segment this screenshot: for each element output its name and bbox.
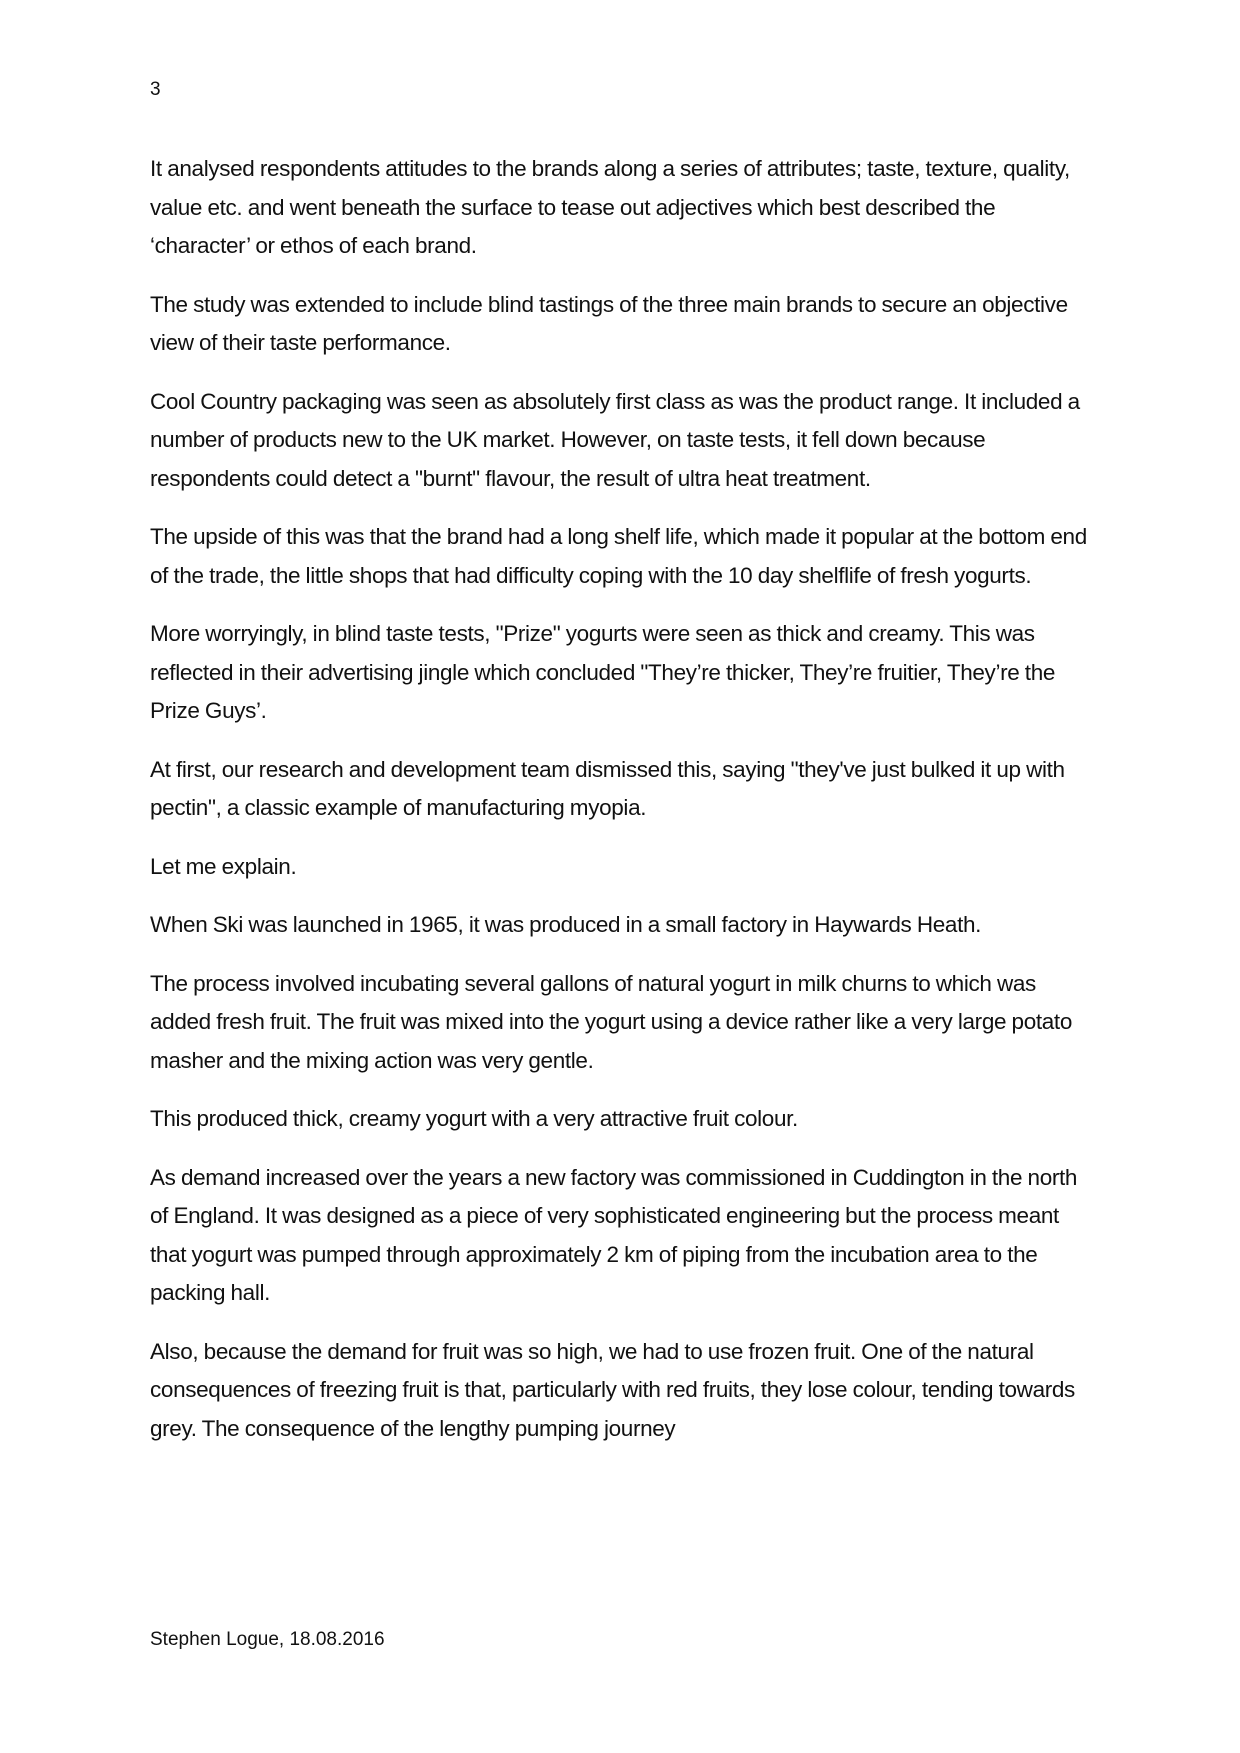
- paragraph: Let me explain.: [150, 853, 297, 879]
- paragraph: When Ski was launched in 1965, it was produced in a small factory in Haywards Heath.: [150, 912, 982, 937]
- paragraph: The study was extended to include blind tastings of the three main brands to secure an objective view of their taste performance.: [150, 291, 1068, 355]
- paragraph: At first, our research and development team dismissed this, saying "they've just bulked it up with pectin", a classic example of manufacturing myopia.: [150, 756, 1065, 820]
- paragraph: More worryingly, in blind taste tests, "Prize" yogurts were seen as thick and creamy. This was reflected in their advertising jingle which concluded "They’re thicker, They’re fruitier, They’re the Prize Guys’.: [150, 621, 1056, 723]
- page-number: 3: [150, 79, 161, 100]
- paragraph: This produced thick, creamy yogurt with a very attractive fruit colour.: [150, 1106, 798, 1131]
- document-body: [150, 150, 1090, 1468]
- paragraph: The upside of this was that the brand had a long shelf life, which made it popular at the bottom end of the trade, the little shops that had difficulty coping with the 10 day shelflife of fresh yogurts.: [150, 524, 1087, 588]
- paragraph: As demand increased over the years a new factory was commissioned in Cuddington in the north of England. It was designed as a piece of very sophisticated engineering but the process meant that yogurt was pumped through approximately 2 km of piping from the incubation area to the packing hall.: [150, 1164, 1078, 1305]
- paragraph: Also, because the demand for fruit was so high, we had to use frozen fruit. One of the natural consequences of freezing fruit is that, particularly with red fruits, they lose colour, tending towards grey. The consequence of the lengthy pumping journey: [150, 1338, 1075, 1441]
- footer-author-date: Stephen Logue, 18.08.2016: [150, 1629, 385, 1650]
- paragraph: Cool Country packaging was seen as absolutely first class as was the product range. It included a number of products new to the UK market. However, on taste tests, it fell down because respondents could detect a "burnt" flavour, the result of ultra heat treatment.: [150, 388, 1080, 491]
- paragraph: It analysed respondents attitudes to the brands along a series of attributes; taste, texture, quality, value etc. and went beneath the surface to tease out adjectives which best described the ‘character’ or ethos of each brand.: [150, 156, 1070, 258]
- paragraph: The process involved incubating several gallons of natural yogurt in milk churns to which was added fresh fruit. The fruit was mixed into the yogurt using a device rather like a very large potato masher and the mixing action was very gentle.: [150, 970, 1072, 1073]
